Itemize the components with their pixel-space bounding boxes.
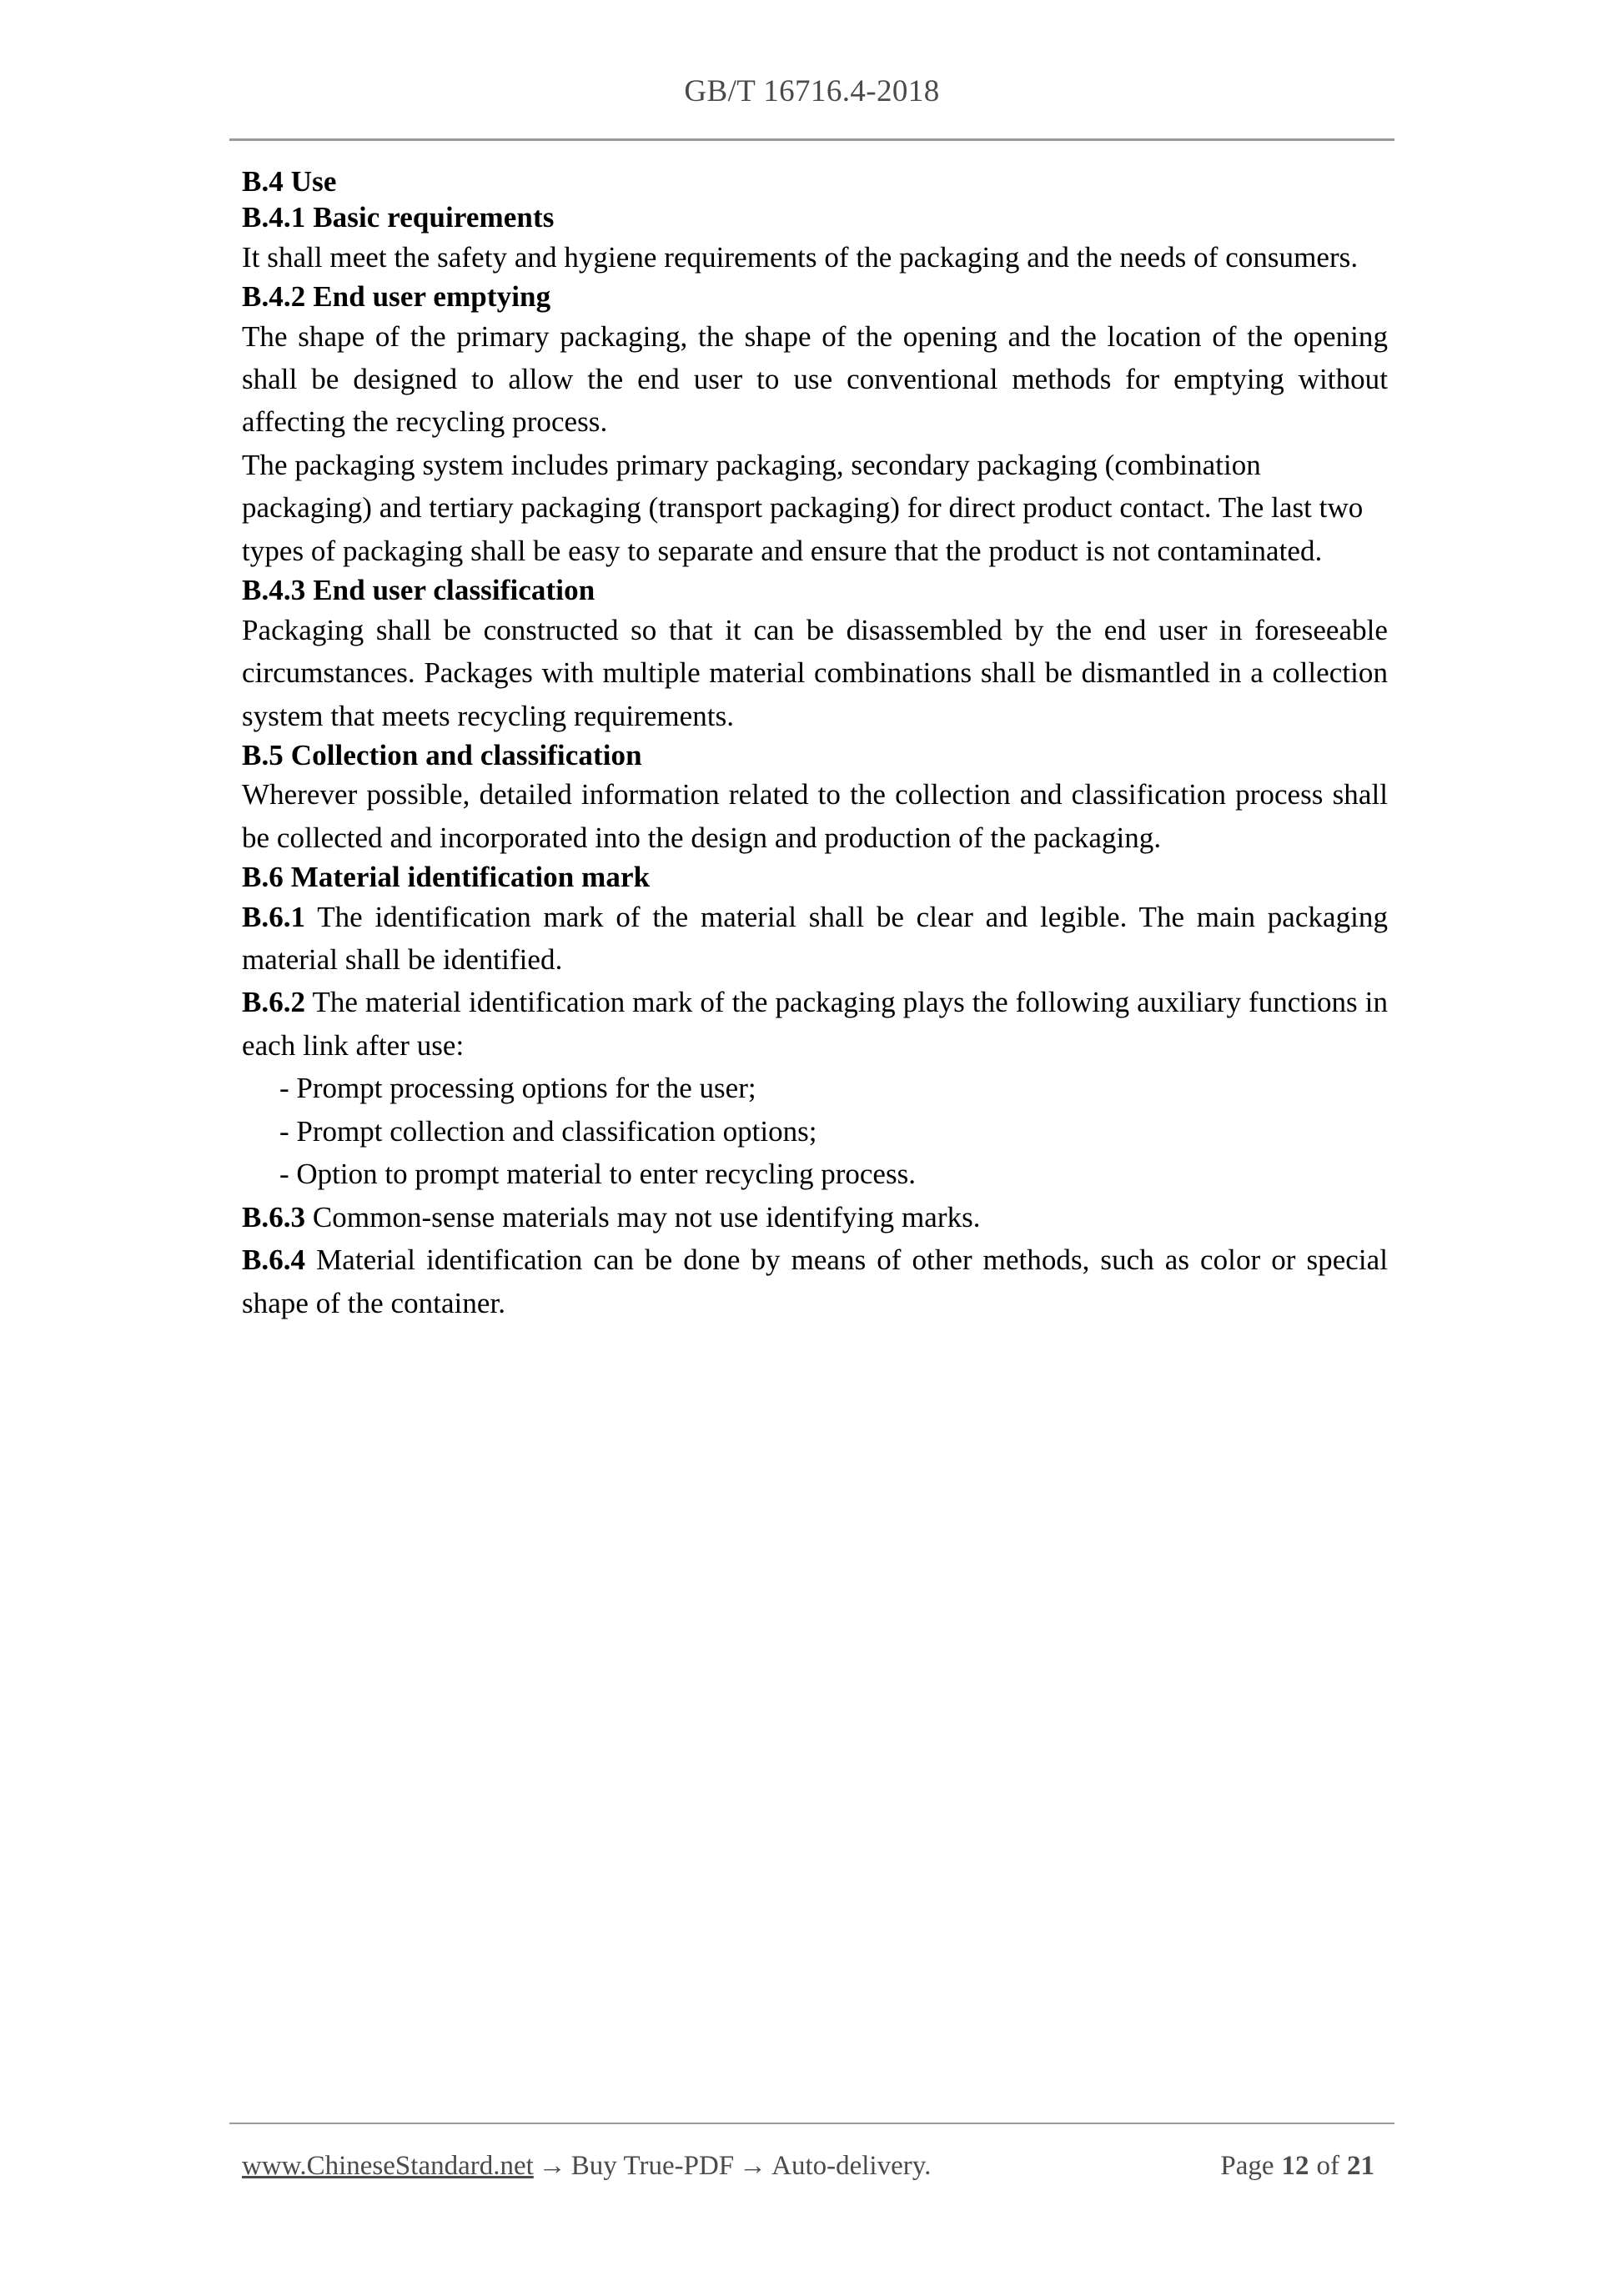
arrow-right-icon: →: [739, 2151, 767, 2181]
chinese-standard-link[interactable]: www.ChineseStandard.net: [242, 2151, 534, 2181]
paragraph-b5: Wherever possible, detailed information related to the collection and classification process shall be collected and incorporated into the design and production of the packaging.: [242, 778, 1388, 854]
current-page-number: 12: [1281, 2151, 1309, 2181]
page-label: Page: [1220, 2151, 1274, 2181]
section-heading-b5: B.5 Collection and classification: [242, 738, 642, 771]
section-heading-b4: B.4 Use: [242, 165, 337, 198]
paragraph-b4-3: Packaging shall be constructed so that it can be disassembled by the end user in foreseeable circumstances. Packages with multiple material combinations shall be dismantled in a collection system that meets recycling requirements.: [242, 613, 1388, 732]
section-heading-b6: B.6 Material identification mark: [242, 861, 651, 894]
list-item: - Prompt collection and classification options;: [279, 1114, 817, 1148]
clause-text-b6-3: Common-sense materials may not use identifying marks.: [305, 1200, 981, 1233]
of-label: of: [1316, 2151, 1339, 2181]
footer-delivery-text: Auto-delivery.: [771, 2151, 932, 2181]
clause-b6-3: [242, 1196, 1388, 1238]
header-divider: [229, 138, 1394, 141]
paragraph-b4-1: It shall meet the safety and hygiene requirements of the packaging and the needs of consumers.: [242, 240, 1359, 274]
section-heading-b4-1: B.4.1 Basic requirements: [242, 201, 555, 234]
clause-text-b6-4: Material identification can be done by means of other methods, such as color or special shape of the container.: [242, 1243, 1388, 1319]
clause-label-b6-3: B.6.3: [242, 1200, 306, 1233]
clause-b6-2: [242, 981, 1388, 1067]
list-item: - Prompt processing options for the user;: [279, 1072, 756, 1105]
paragraph-b4-2-first: The shape of the primary packaging, the shape of the opening and the location of the opening shall be designed to allow the end user to use conventional methods for emptying without affecting the recycling process.: [242, 319, 1388, 439]
footer-divider: [229, 2123, 1394, 2124]
section-heading-b4-2: B.4.2 End user emptying: [242, 280, 551, 314]
clause-label-b6-1: B.6.1: [242, 900, 306, 933]
clause-b6-1: [242, 896, 1388, 982]
page-header: [229, 75, 1394, 109]
list-item: - Option to prompt material to enter recycling process.: [279, 1158, 916, 1191]
footer-offer-text: Buy True-PDF: [570, 2151, 735, 2181]
page-indicator: [1218, 2150, 1388, 2183]
paragraph-b4-2-second: The packaging system includes primary packaging, secondary packaging (combination packaging) and tertiary packaging (transport packaging) for direct product contact. The last two types of packaging shall be easy to separate and ensure that the product is not contaminated.: [242, 448, 1364, 567]
section-heading-b4-3: B.4.3 End user classification: [242, 574, 595, 607]
clause-label-b6-2: B.6.2: [242, 986, 306, 1019]
clause-b6-4: [242, 1238, 1388, 1324]
auxiliary-functions-list: [242, 1067, 1388, 1195]
clause-label-b6-4: B.6.4: [242, 1243, 306, 1277]
footer-watermark: [242, 2150, 931, 2183]
clause-text-b6-1: The identification mark of the material shall be clear and legible. The main packaging material shall be identified.: [242, 900, 1388, 977]
page-footer: [242, 2150, 1388, 2183]
arrow-right-icon: →: [538, 2151, 566, 2181]
document-body: [242, 163, 1388, 1324]
standard-number-title: GB/T 16716.4-2018: [684, 74, 940, 108]
total-page-number: 21: [1347, 2151, 1374, 2181]
clause-text-b6-2: The material identification mark of the packaging plays the following auxiliary functions in each link after use:: [242, 986, 1388, 1062]
